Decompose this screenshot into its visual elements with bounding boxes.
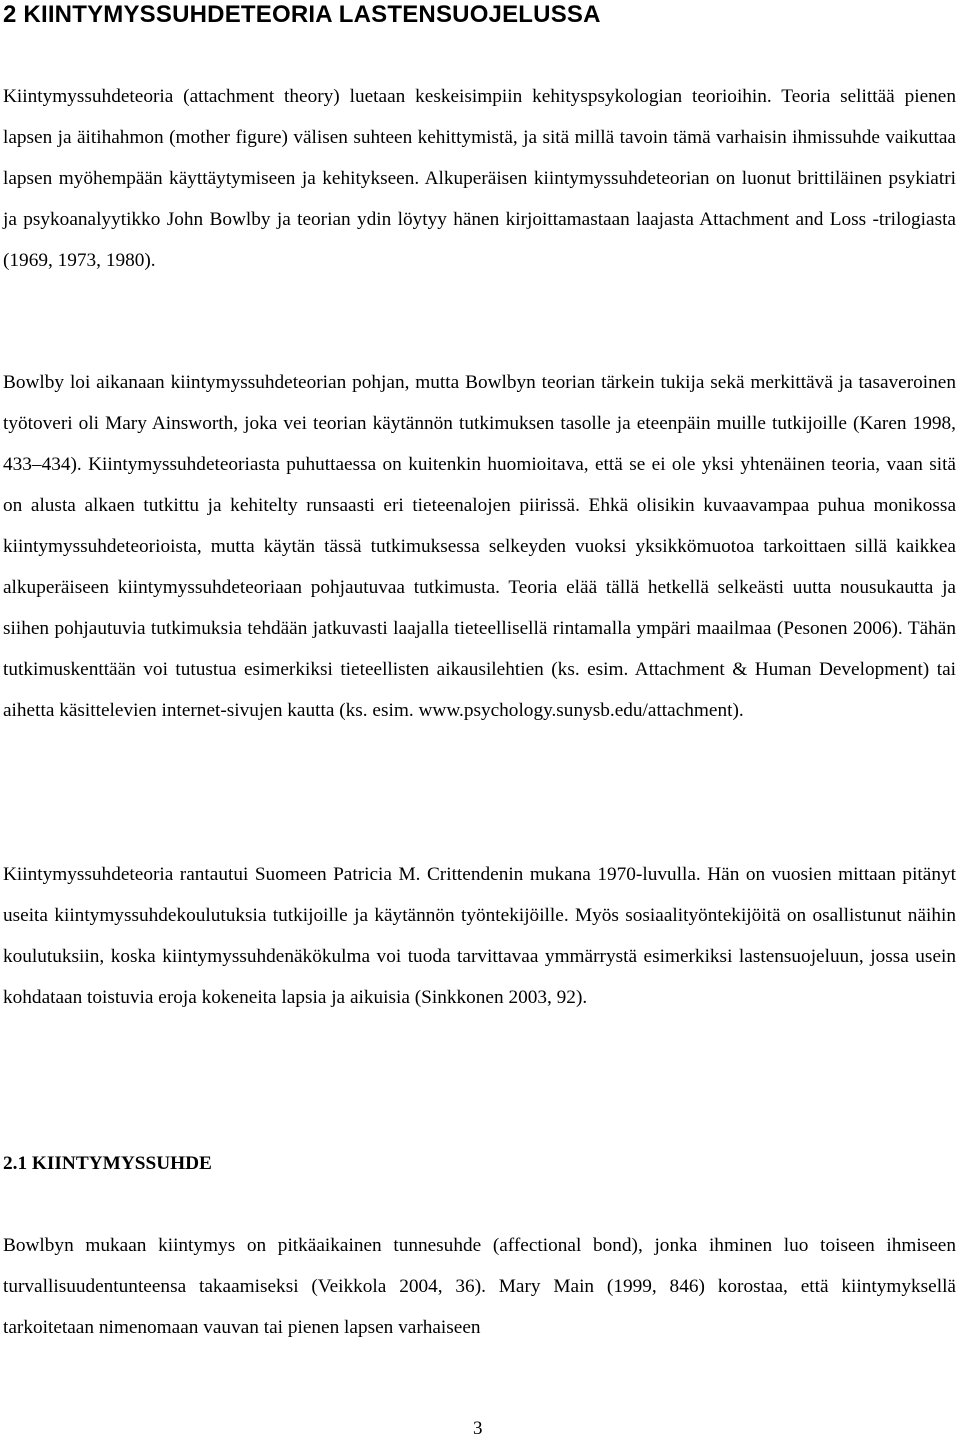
section-title: 2.1 KIINTYMYSSUHDE — [3, 1153, 212, 1174]
paragraph-finland: Kiintymyssuhdeteoria rantautui Suomeen Patricia M. Crittendenin mukana 1970-luvulla. Hän on vuosien mittaan pitänyt useita kiintymyssuhdekoulutuksia tutkijoille ja käytännön työntekijöille. Myös sosiaalityöntekijöitä on osallistunut näihin koulutuksiin, koska kiintymyssuhdenäkökulma voi tuoda tarvittavaa ymmärrystä esimerkiksi lastensuojeluun, jossa usein kohdataan toistuvia eroja kokeneita lapsia ja aikuisia (Sinkkonen 2003, 92). — [3, 864, 956, 1008]
chapter-title: 2 KIINTYMYSSUHDETEORIA LASTENSUOJELUSSA — [3, 1, 601, 28]
paragraph-intro: Kiintymyssuhdeteoria (attachment theory) luetaan keskeisimpiin kehityspsykologian teorioihin. Teoria selittää pienen lapsen ja äitihahmon (mother figure) välisen suhteen kehittymistä, ja sitä millä tavoin tämä varhaisin ihmissuhde vaikuttaa lapsen myöhempään käyttäytymiseen ja kehitykseen. Alkuperäisen kiintymyssuhdeteorian on luonut brittiläinen psykiatri ja psykoanalyytikko John Bowlby ja teorian ydin löytyy hänen kirjoittamastaan laajasta Attachment and Loss -trilogiasta (1969, 1973, 1980). — [3, 86, 956, 271]
paragraph-ainsworth: Bowlby loi aikanaan kiintymyssuhdeteorian pohjan, mutta Bowlbyn teorian tärkein tukija sekä merkittävä ja tasaveroinen työtoveri oli Mary Ainsworth, joka vei teorian käytännön tutkimuksen tasolle ja eteenpäin muille tutkijoille (Karen 1998, 433–434). Kiintymyssuhdeteoriasta puhuttaessa on kuitenkin huomioitava, että se ei ole yksi yhtenäinen teoria, vaan sitä on alusta alkaen tutkittu ja kehitelty runsaasti eri tieteenalojen piirissä. Ehkä olisikin kuvaavampaa puhua monikossa kiintymyssuhdeteorioista, mutta käytän tässä tutkimuksessa selkeyden vuoksi yksikkömuotoa tarkoittaen sillä kaikkea alkuperäiseen kiintymyssuhdeteoriaan pohjautuvaa tutkimusta. Teoria elää tällä hetkellä selkeästi uutta nousukautta ja siihen pohjautuvia tutkimuksia tehdään jatkuvasti laajalla tieteellisellä rintamalla ympäri maailmaa (Pesonen 2006). Tähän tutkimuskenttään voi tutustua esimerkiksi tieteellisten aikausilehtien (ks. esim. Attachment & Human Development) tai aihetta käsittelevien internet-sivujen kautta (ks. esim. www.psychology.sunysb.edu/attachment). — [3, 372, 956, 721]
paragraph-section-body: Bowlbyn mukaan kiintymys on pitkäaikainen tunnesuhde (affectional bond), jonka ihminen luo toiseen ihmiseen turvallisuudentunteensa takaamiseksi (Veikkola 2004, 36). Mary Main (1999, 846) korostaa, että kiintymyksellä tarkoitetaan nimenomaan vauvan tai pienen lapsen varhaiseen — [3, 1235, 956, 1338]
page-number: 3 — [473, 1418, 483, 1439]
